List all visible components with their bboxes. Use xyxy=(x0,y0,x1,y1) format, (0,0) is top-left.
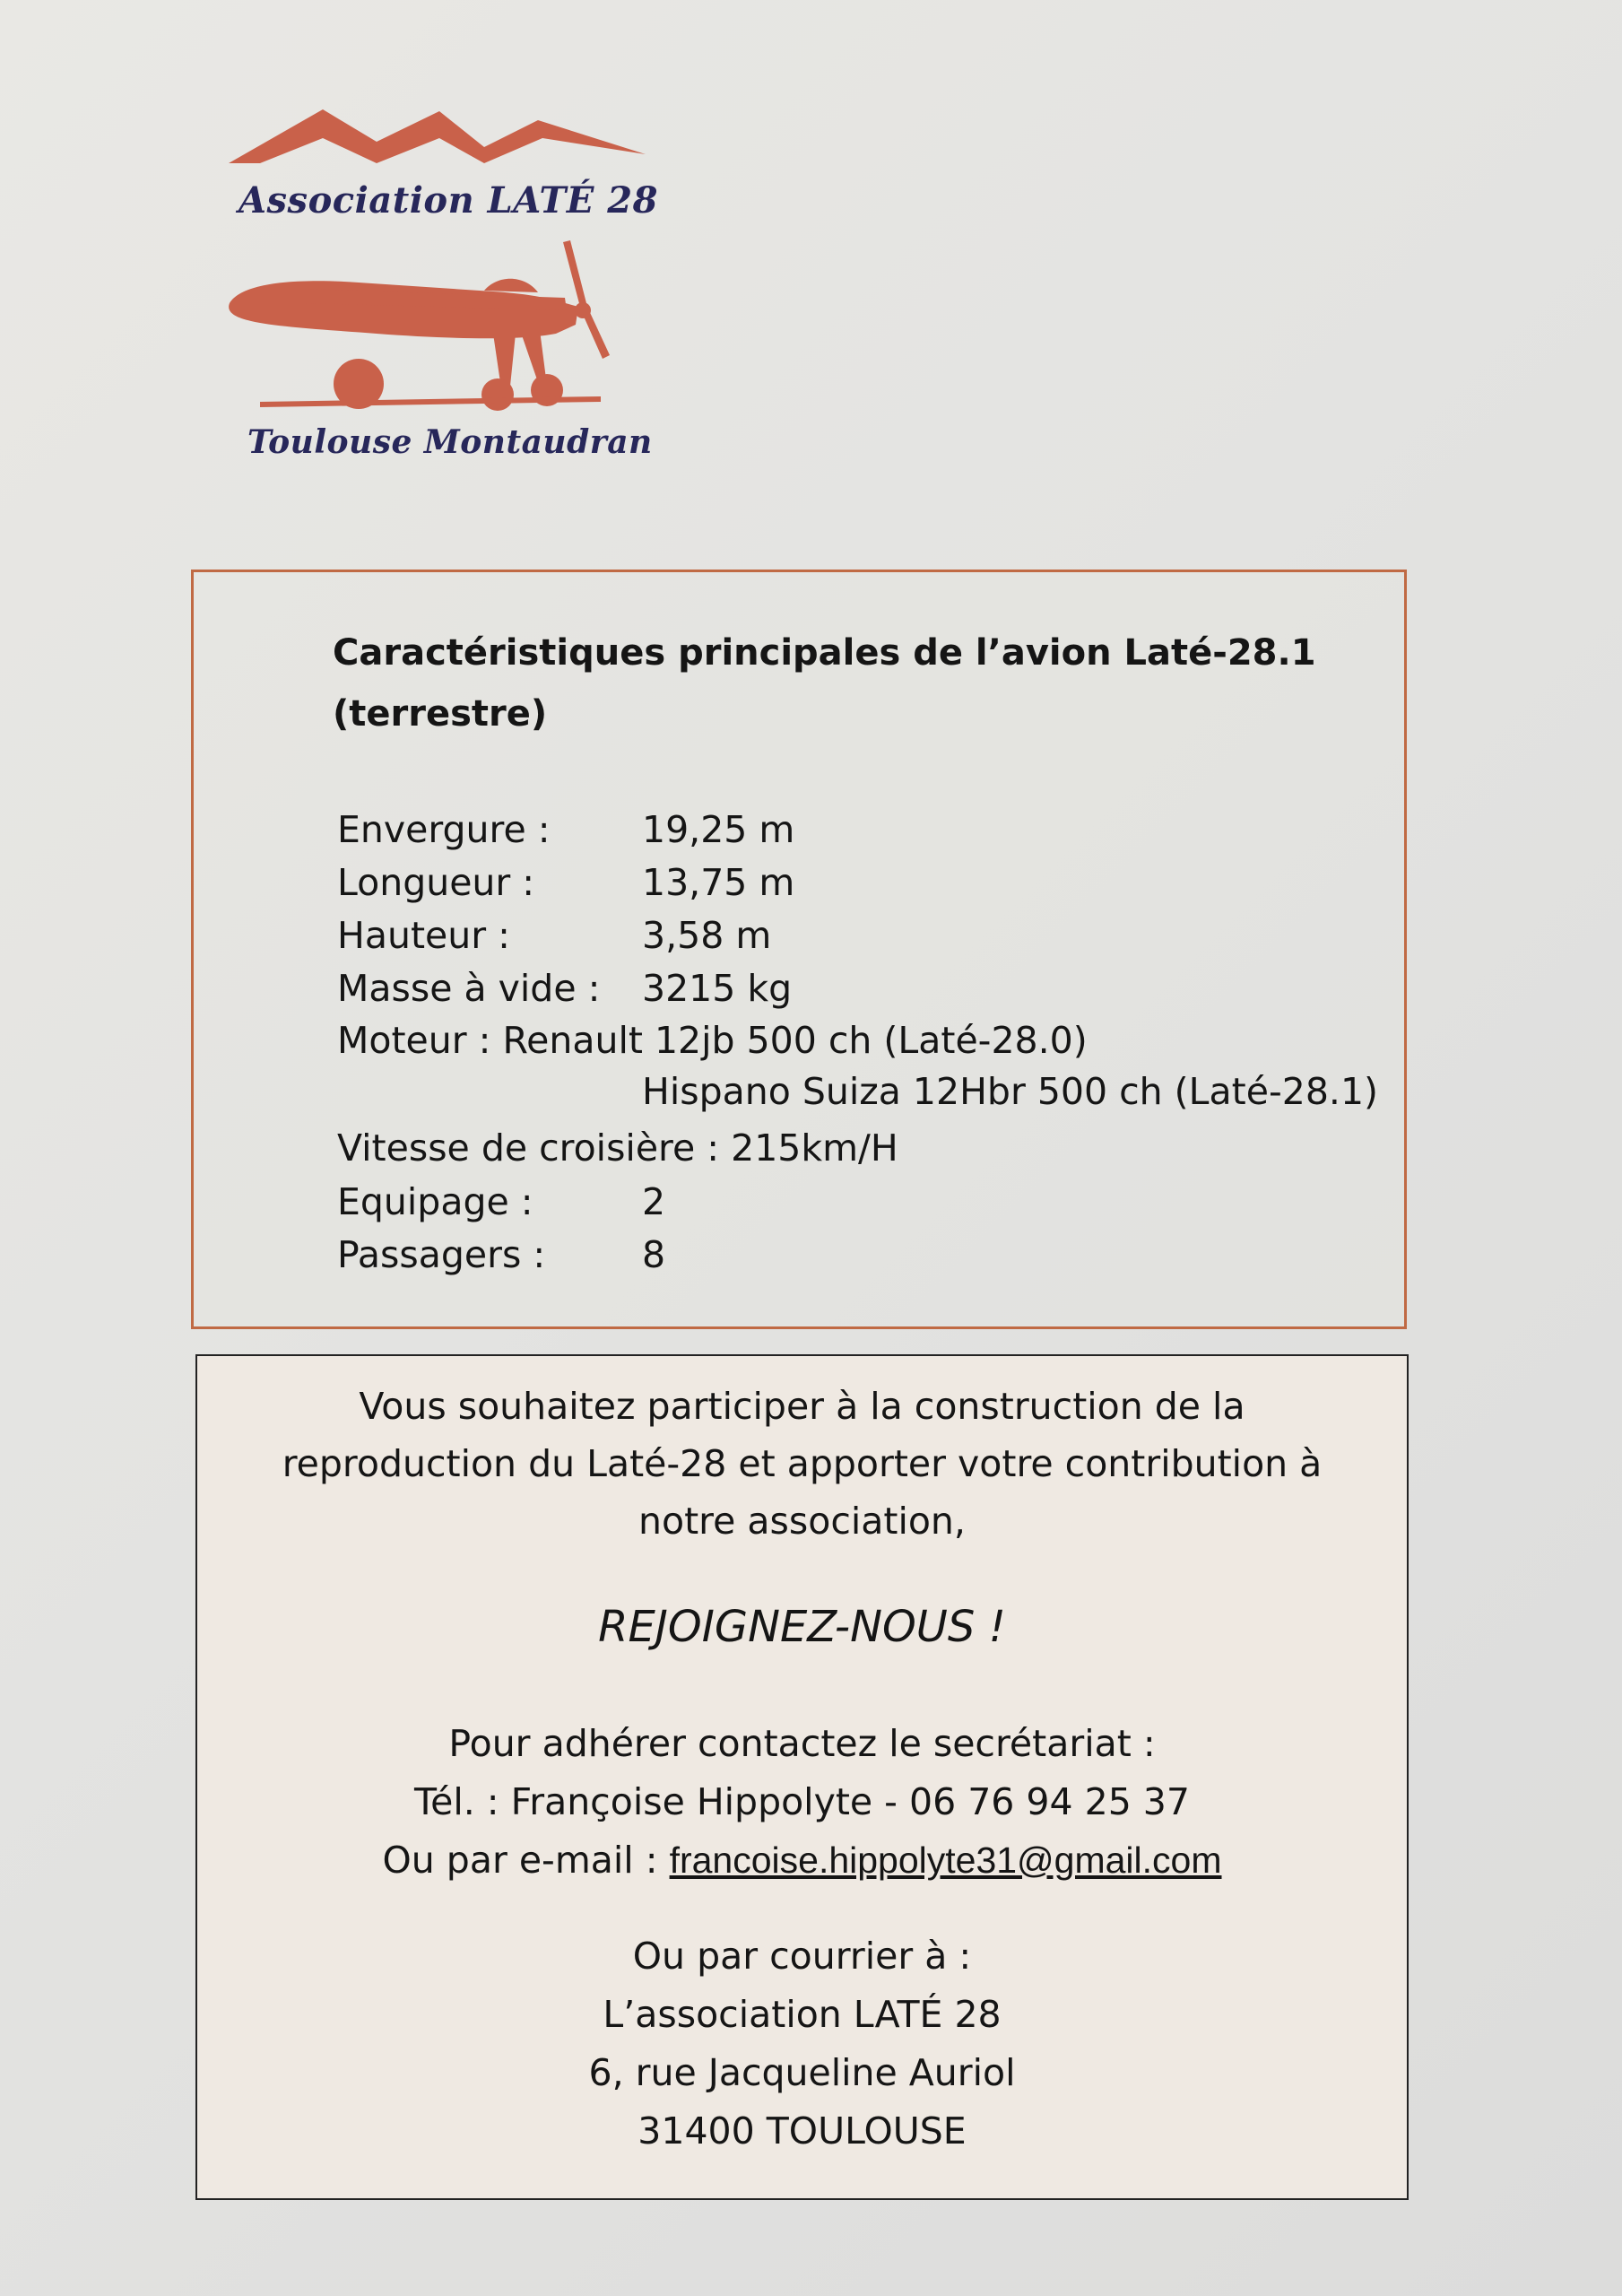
join-intro-line-2: reproduction du Laté-28 et apporter votre contribution à xyxy=(282,1442,1323,1485)
email-link[interactable]: francoise.hippolyte31@gmail.com xyxy=(669,1839,1222,1881)
spec-label: Equipage : xyxy=(337,1180,533,1223)
spec-value: 19,25 m xyxy=(642,808,795,851)
mail-street: 6, rue Jacqueline Auriol xyxy=(588,2051,1016,2094)
spec-value: 3,58 m xyxy=(642,914,772,957)
spec-label: Moteur : Renault 12jb 500 ch (Laté-28.0) xyxy=(337,1019,1088,1062)
mail-intro: Ou par courrier à : xyxy=(632,1935,972,1978)
mountains-icon xyxy=(229,109,646,163)
spec-label: Masse à vide : xyxy=(337,967,601,1010)
join-intro-line-1: Vous souhaitez participer à la construction de la xyxy=(359,1385,1245,1428)
spec-value: 13,75 m xyxy=(642,861,795,904)
airplane-icon xyxy=(229,240,610,411)
contact-secretariat: Pour adhérer contactez le secrétariat : xyxy=(448,1722,1156,1765)
join-box xyxy=(195,1354,1409,2200)
spec-value: 2 xyxy=(642,1180,666,1223)
spec-label: Passagers : xyxy=(337,1233,546,1276)
specifications-box xyxy=(191,570,1407,1329)
association-logo xyxy=(224,99,658,484)
specifications-title-line-2: (terrestre) xyxy=(333,693,548,735)
spec-value: 3215 kg xyxy=(642,967,793,1010)
logo-subtitle: Toulouse Montaudran xyxy=(247,423,653,461)
spec-label: Vitesse de croisière : 215km/H xyxy=(337,1126,898,1170)
email-prefix: Ou par e-mail : xyxy=(382,1839,670,1882)
contact-phone: Tél. : Françoise Hippolyte - 06 76 94 25 37 xyxy=(414,1780,1190,1823)
specifications-title xyxy=(333,622,1364,744)
contact-email-line xyxy=(197,1831,1407,1889)
join-intro-line-3: notre association, xyxy=(638,1500,966,1543)
mail-city: 31400 TOULOUSE xyxy=(638,2109,967,2152)
spec-label: Envergure : xyxy=(337,808,551,851)
spec-label: Longueur : xyxy=(337,861,535,904)
spec-value: Hispano Suiza 12Hbr 500 ch (Laté-28.1) xyxy=(642,1070,1379,1113)
join-call-to-action: REJOIGNEZ-NOUS ! xyxy=(598,1602,1006,1652)
spec-label: Hauteur : xyxy=(337,914,510,957)
mail-recipient: L’association LATÉ 28 xyxy=(603,1993,1002,2036)
logo-title: Association LATÉ 28 xyxy=(239,179,658,222)
spec-value: 8 xyxy=(642,1233,666,1276)
specifications-title-line-1: Caractéristiques principales de l’avion Laté-28.1 xyxy=(333,632,1316,674)
